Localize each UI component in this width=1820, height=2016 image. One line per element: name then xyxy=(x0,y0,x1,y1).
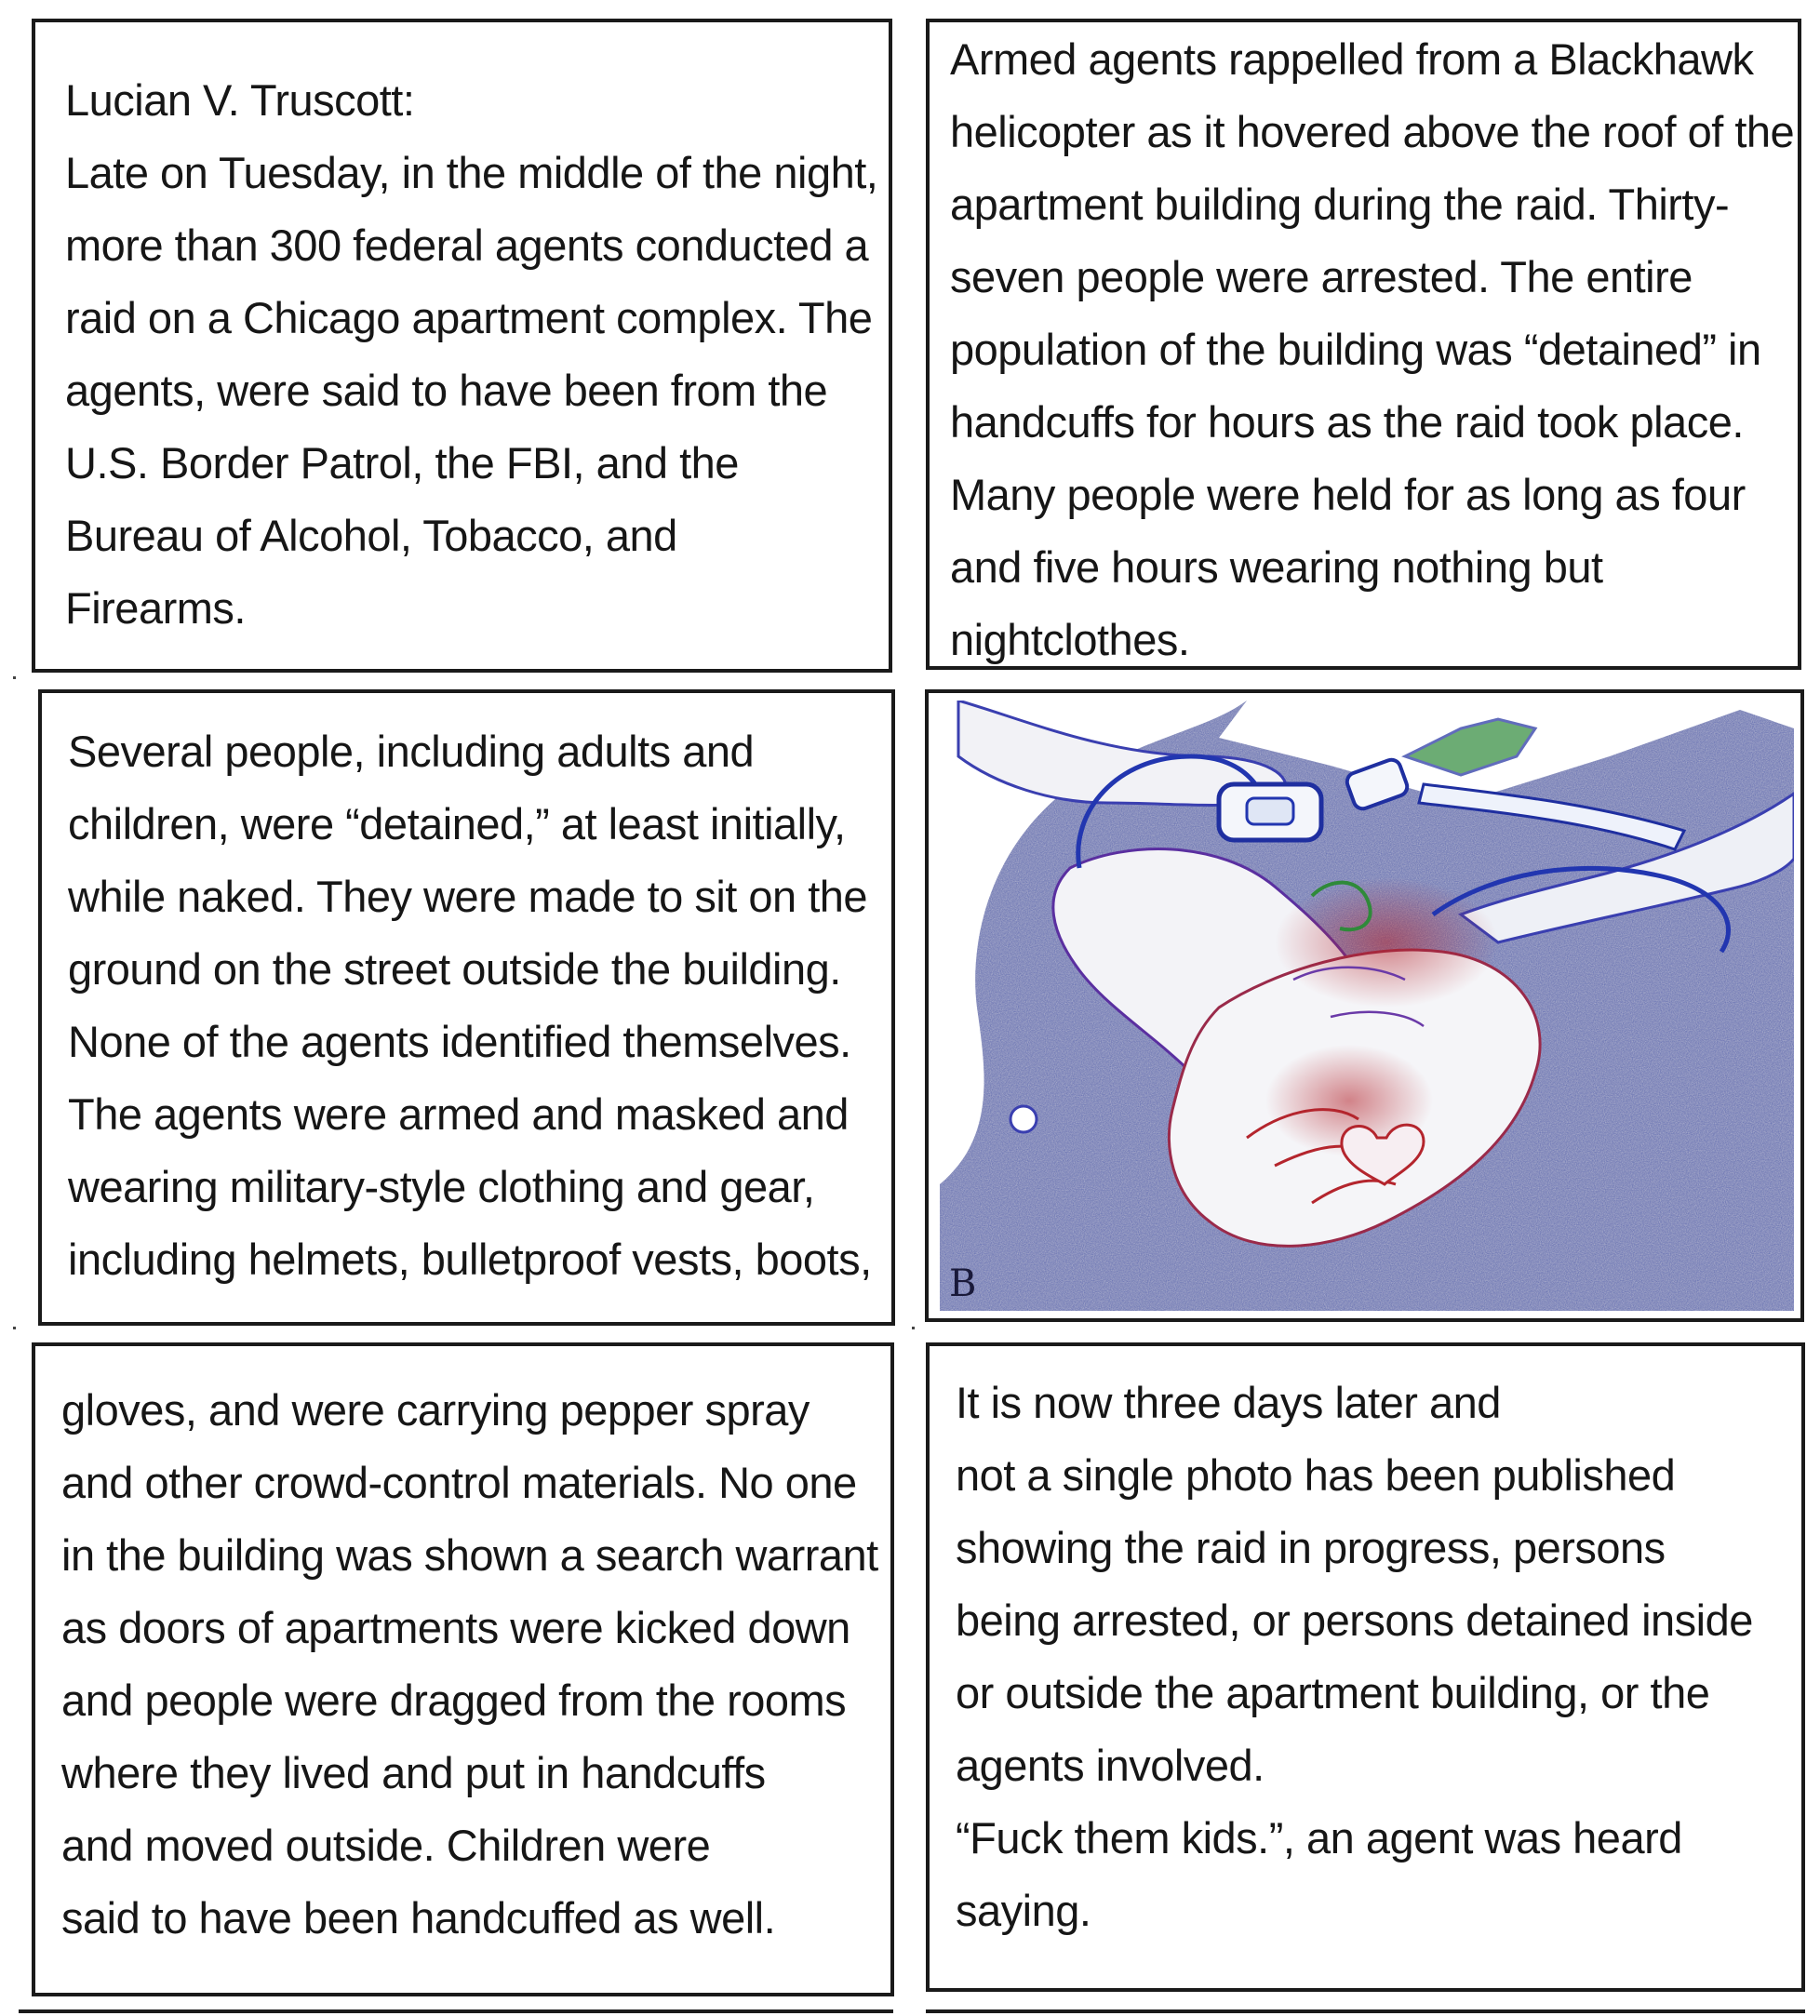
panel-1-line: Lucian V. Truscott: xyxy=(65,75,415,125)
panel-1-text xyxy=(65,64,877,645)
artist-signature: B xyxy=(949,1262,977,1305)
panel-6-line: or outside the apartment building, or the xyxy=(956,1668,1710,1717)
panel-3-text xyxy=(68,715,872,1296)
panel-3-line: children, were “detained,” at least initially, xyxy=(68,799,846,848)
scan-mark xyxy=(13,676,16,679)
text-panel-1 xyxy=(32,19,892,673)
panel-5-line: and moved outside. Children were xyxy=(61,1821,711,1870)
panel-1-line: more than 300 federal agents conducted a xyxy=(65,220,869,270)
panel-3-line: None of the agents identified themselves. xyxy=(68,1017,851,1066)
panel-5-line: and people were dragged from the rooms xyxy=(61,1676,847,1725)
text-panel-5 xyxy=(32,1342,894,1996)
panel-1-line: U.S. Border Patrol, the FBI, and the xyxy=(65,438,739,487)
panel-2-line: seven people were arrested. The entire xyxy=(950,252,1693,301)
panel-6-line: saying. xyxy=(956,1886,1091,1935)
panel-3-line: wearing military-style clothing and gear, xyxy=(68,1162,815,1211)
panel-3-line: The agents were armed and masked and xyxy=(68,1089,849,1139)
panel-6-line: agents involved. xyxy=(956,1741,1265,1790)
cuff-chain-link xyxy=(1247,798,1293,824)
panel-6-line: “Fuck them kids.”, an agent was heard xyxy=(956,1813,1682,1862)
panel-2-line: helicopter as it hovered above the roof of the xyxy=(950,107,1795,156)
panel-5-line: as doors of apartments were kicked down xyxy=(61,1603,850,1652)
panel-5-line: in the building was shown a search warrant xyxy=(61,1530,878,1580)
panel-5-line: and other crowd-control materials. No one xyxy=(61,1458,857,1507)
panel-3-line: ground on the street outside the building. xyxy=(68,944,841,994)
bottom-rule xyxy=(926,2009,1805,2013)
illustration-panel xyxy=(925,689,1804,1322)
bottom-rule xyxy=(19,2009,893,2013)
text-panel-6 xyxy=(926,1342,1805,1992)
panel-6-text xyxy=(956,1367,1753,1947)
panel-3-line: Several people, including adults and xyxy=(68,727,755,776)
panel-2-line: population of the building was “detained” in xyxy=(950,325,1761,374)
text-panel-2 xyxy=(926,19,1801,670)
panel-1-line: Late on Tuesday, in the middle of the night, xyxy=(65,148,878,197)
panel-2-text xyxy=(950,23,1794,670)
text-panel-3 xyxy=(38,689,895,1326)
panel-5-line: where they lived and put in handcuffs xyxy=(61,1748,766,1797)
panel-1-line: agents, were said to have been from the xyxy=(65,366,828,415)
scan-mark xyxy=(13,1327,16,1329)
panel-3-line: including helmets, bulletproof vests, boots, xyxy=(68,1235,872,1284)
panel-2-line: Armed agents rappelled from a Blackhawk xyxy=(950,34,1754,84)
panel-2-line: handcuffs for hours as the raid took place. xyxy=(950,397,1744,447)
panel-5-text xyxy=(61,1374,878,1955)
panel-1-line: raid on a Chicago apartment complex. The xyxy=(65,293,873,342)
button-detail xyxy=(1010,1106,1037,1132)
panel-2-line: and five hours wearing nothing but xyxy=(950,542,1603,592)
scan-mark xyxy=(912,1327,915,1329)
panel-5-line: said to have been handcuffed as well. xyxy=(61,1893,776,1943)
panel-6-line: It is now three days later and xyxy=(956,1378,1501,1427)
panel-6-line: not a single photo has been published xyxy=(956,1450,1676,1500)
panel-1-line: Firearms. xyxy=(65,583,246,633)
panel-1-line: Bureau of Alcohol, Tobacco, and xyxy=(65,511,677,560)
panel-6-line: being arrested, or persons detained inside xyxy=(956,1595,1753,1645)
panel-6-line: showing the raid in progress, persons xyxy=(956,1523,1666,1572)
panel-2-line: apartment building during the raid. Thirty- xyxy=(950,180,1730,229)
panel-2-line: Many people were held for as long as four xyxy=(950,470,1746,519)
panel-2-line: nightclothes. xyxy=(950,615,1190,664)
handcuffed-hands-illustration xyxy=(940,701,1794,1311)
panel-3-line: while naked. They were made to sit on the xyxy=(68,872,868,921)
panel-5-line: gloves, and were carrying pepper spray xyxy=(61,1385,810,1435)
